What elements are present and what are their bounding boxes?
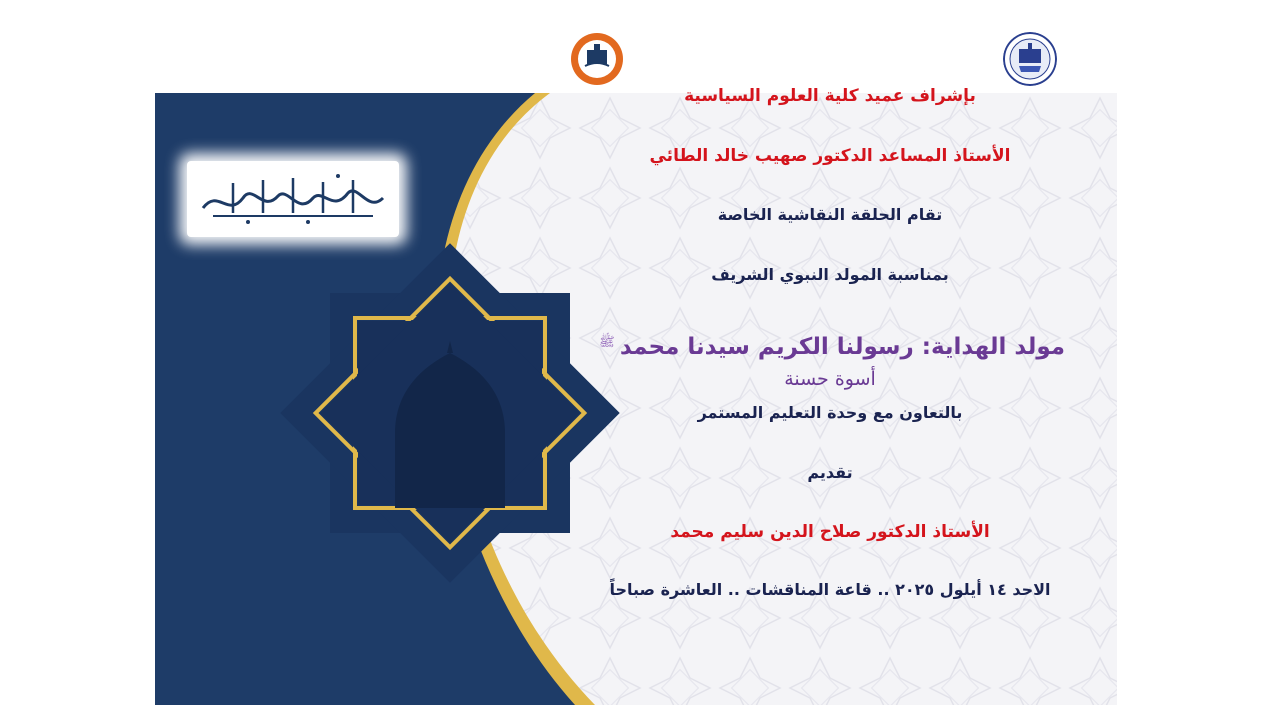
occasion-line: بمناسبة المولد النبوي الشريف bbox=[711, 265, 949, 284]
topic-subtitle: أسوة حسنة bbox=[784, 368, 876, 390]
university-logo-left bbox=[570, 32, 624, 86]
topic-title bbox=[580, 334, 1080, 360]
topic-title-text: مولد الهداية: رسولنا الكريم سيدنا محمد bbox=[619, 334, 1065, 360]
calligraphy-panel bbox=[187, 161, 399, 237]
college-logo-right bbox=[1003, 32, 1057, 86]
dean-name: الأستاذ المساعد الدكتور صهيب خالد الطائي bbox=[649, 146, 1011, 166]
invitation-card bbox=[155, 93, 1117, 705]
star-frame bbox=[280, 243, 619, 582]
date-place-line: الاحد ١٤ أيلول ٢٠٢٥ .. قاعة المناقشات .. العاشرة صباحاً bbox=[609, 580, 1051, 599]
presented-by-label: تقديم bbox=[807, 463, 853, 482]
cooperation-line: بالتعاون مع وحدة التعليم المستمر bbox=[697, 403, 963, 422]
holds-line: تقام الحلقة النقاشية الخاصة bbox=[717, 205, 943, 224]
calligraphy-art bbox=[193, 168, 393, 230]
presenter-name: الأستاذ الدكتور صلاح الدين سليم محمد bbox=[670, 522, 990, 542]
supervision-line: بإشراف عميد كلية العلوم السياسية bbox=[684, 86, 976, 106]
honorific-icon: ﷺ bbox=[599, 335, 615, 350]
